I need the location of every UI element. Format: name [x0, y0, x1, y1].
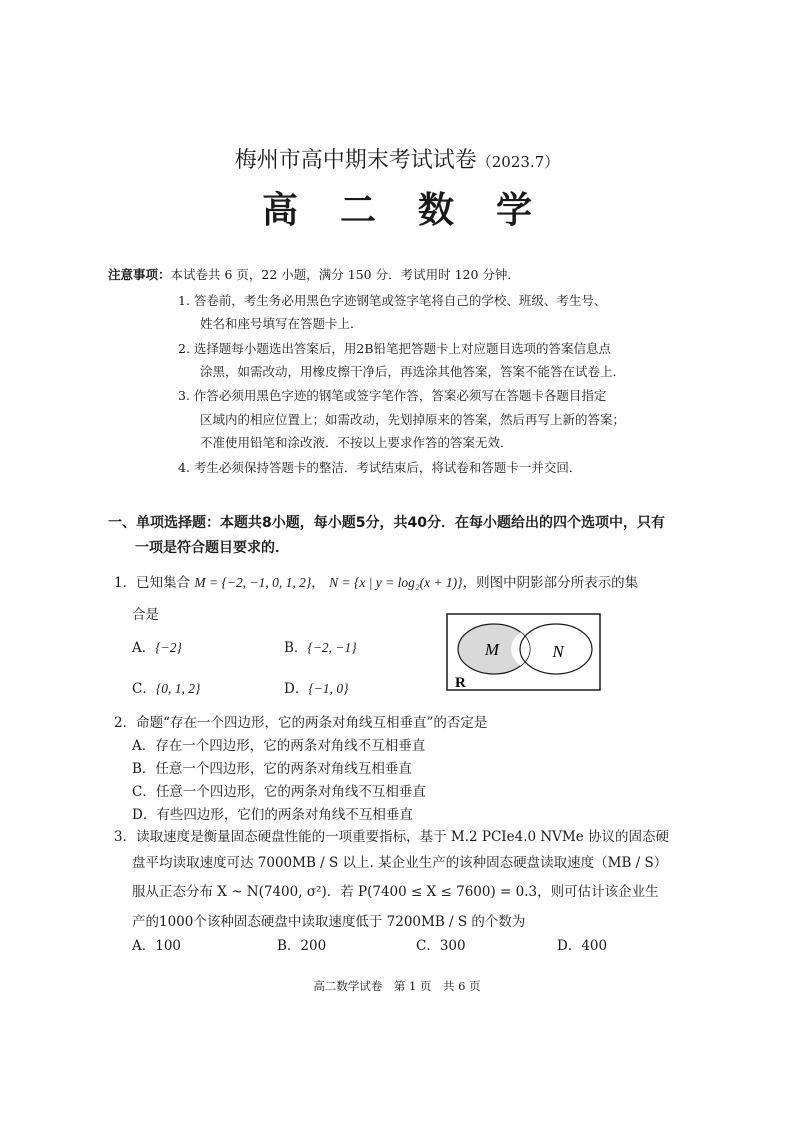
page-footer: 高二数学试卷 第 1 页 共 6 页: [313, 979, 481, 993]
notice-line: 1. 答卷前，考生务必用黑色字迹钢笔或签字笔将自己的学校、班级、考生号、: [178, 293, 607, 308]
option-label: A．: [132, 938, 156, 954]
q1-text-post: ，则图中阴影部分所表示的集: [462, 575, 639, 591]
exam-title-text: 梅州市高中期末考试试卷: [234, 148, 477, 173]
notice-line: 2. 选择题每小题选出答案后，用2B铅笔把答题卡上对应题目选项的答案信息点: [178, 341, 612, 356]
notice-line: 涂黑，如需改动，用橡皮擦干净后，再选涂其他答案，答案不能答在试卷上．: [200, 364, 626, 379]
q3-option-b: [277, 934, 326, 954]
option-label: C．: [132, 681, 156, 697]
option-text: {0, 1, 2}: [155, 681, 201, 696]
set-n-label: N: [552, 642, 564, 661]
notice-line: 不准使用铅笔和涂改液．不按以上要求作答的答案无效．: [200, 435, 513, 450]
option-text: 100: [155, 938, 182, 954]
notice-line: 区域内的相应位置上；如需改动，先划掉原来的答案，然后再写上新的答案；: [200, 412, 626, 427]
option-text: 300: [439, 938, 466, 954]
question-1-stem: [114, 571, 638, 591]
q2-option-c: C．任意一个四边形，它的两条对角线不互相垂直: [132, 784, 426, 800]
option-label: B．: [277, 938, 301, 954]
question-number: 1．: [114, 575, 137, 591]
q3-line2: 盘平均读取速度可达 7000MB / S 以上. 某企业生产的该种固态硬盘读取速度（MB / S）: [132, 855, 668, 871]
q2-option-d: D．有些四边形，它们的两条对角线不互相垂直: [132, 807, 413, 823]
notice-intro: [108, 265, 520, 283]
option-label: A．: [132, 640, 156, 656]
set-m-label: M: [484, 640, 500, 659]
notice-line: 3. 作答必须用黑色字迹的钢笔或签字笔作答，答案必须写在答题卡各题目指定: [178, 388, 607, 403]
notice-intro-text: 本试卷共 6 页，22 小题，满分 150 分．考试用时 120 分钟．: [170, 267, 520, 282]
q1-sep: ，: [311, 575, 325, 591]
universe-label: R: [455, 675, 466, 691]
option-a: [132, 636, 182, 656]
option-label: C．: [416, 938, 440, 954]
option-label: B．: [284, 640, 308, 656]
q3-option-c: [416, 934, 466, 954]
option-text: {−2}: [155, 640, 182, 655]
option-text: {−1, 0}: [308, 681, 349, 696]
option-d: [284, 677, 349, 697]
set-n-expression: N = {x | y = log₂(x + 1)}: [329, 575, 463, 590]
notice-line: 姓名和座号填写在答题卡上．: [200, 316, 363, 331]
option-text: 200: [300, 938, 327, 954]
q1-line2: 合是: [132, 607, 159, 623]
option-text: 400: [581, 938, 608, 954]
option-c: [132, 677, 200, 697]
q2-option-a: A．存在一个四边形，它的两条对角线不互相垂直: [132, 738, 426, 754]
q2-option-b: B．任意一个四边形，它的两条对角线互相垂直: [132, 761, 412, 777]
venn-diagram: [446, 613, 602, 693]
exam-date: （2023.7）: [476, 153, 560, 171]
question-2-stem: 2．命题“存在一个四边形，它的两条对角线互相垂直”的否定是: [114, 715, 488, 731]
option-text: {−2, −1}: [307, 640, 357, 655]
q3-option-a: [132, 934, 181, 954]
q3-option-d: [557, 934, 607, 954]
q1-text: 已知集合: [136, 575, 191, 591]
exam-title: [0, 143, 794, 174]
option-label: D．: [284, 681, 309, 697]
q3-line3: 服从正态分布 X ~ N(7400, σ²)．若 P(7400 ≤ X ≤ 7600) = 0.3，则可估计该企业生: [132, 884, 659, 900]
option-b: [284, 636, 357, 656]
option-label: D．: [557, 938, 582, 954]
section-heading-cont: 一项是符合题目要求的．: [135, 540, 289, 556]
section-heading: 一、单项选择题：本题共8小题，每小题5分，共40分．在每小题给出的四个选项中，只有: [108, 515, 665, 531]
notice-line: 4. 考生必须保持答题卡的整洁．考试结束后，将试卷和答题卡一并交回．: [178, 460, 582, 475]
notice-label: 注意事项：: [108, 267, 171, 282]
question-3-stem: 3．读取速度是衡量固态硬盘性能的一项重要指标，基于 M.2 PCIe4.0 NVMe 协议的固态硬: [114, 829, 670, 845]
set-m-expression: M = {−2, −1, 0, 1, 2}: [194, 575, 312, 590]
q3-line4: 产的1000个该种固态硬盘中读取速度低于 7200MB / S 的个数为: [132, 914, 526, 930]
subject-heading: 高二数学: [261, 190, 574, 231]
